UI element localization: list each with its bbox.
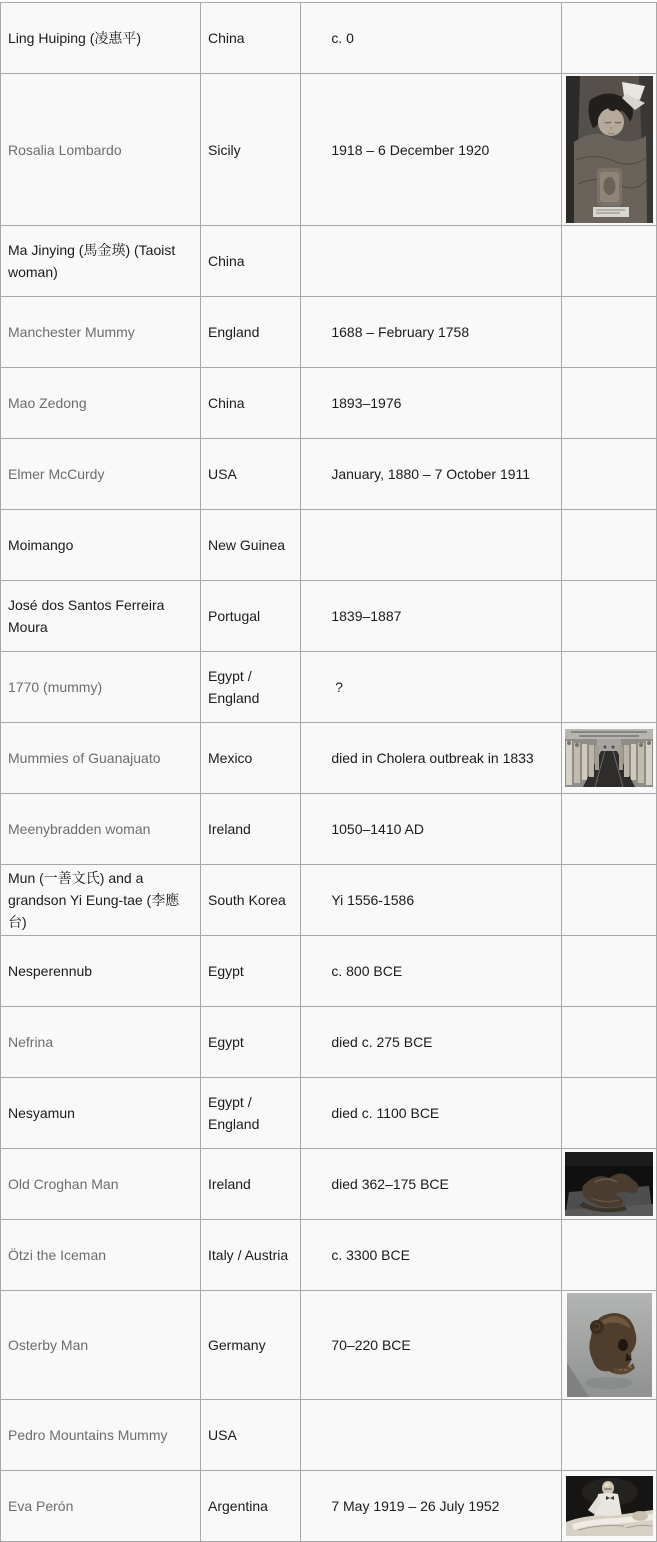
dates-cell (301, 794, 562, 865)
dates-label: died c. 275 BCE (331, 1034, 433, 1050)
table-row (1, 3, 657, 74)
country-label: China (208, 395, 245, 411)
dates-label: died in Cholera outbreak in 1833 (331, 750, 534, 766)
image-cell (562, 439, 657, 510)
table-row (1, 297, 657, 368)
country-cell (201, 74, 301, 226)
table-row (1, 368, 657, 439)
country-cell (201, 865, 301, 936)
name-cell (1, 226, 201, 297)
country-cell (201, 1291, 301, 1400)
country-cell (201, 723, 301, 794)
mummy-name[interactable]: Mao Zedong (8, 395, 87, 411)
dates-label: 7 May 1919 – 26 July 1952 (331, 1498, 500, 1514)
table-row (1, 865, 657, 936)
table-row (1, 936, 657, 1007)
image-cell (562, 1078, 657, 1149)
image-cell (562, 1400, 657, 1471)
table-row (1, 794, 657, 865)
mummy-name[interactable]: Manchester Mummy (8, 324, 135, 340)
mummy-name[interactable]: Ötzi the Iceman (8, 1247, 107, 1263)
image-cell (562, 581, 657, 652)
country-cell (201, 1007, 301, 1078)
mummy-name: Ling Huiping (凌惠平) (8, 30, 142, 46)
mummy-name: Nesperennub (8, 963, 93, 979)
old-croghan-man-thumbnail[interactable] (565, 1152, 653, 1216)
guanajuato-mummies-thumbnail[interactable] (565, 729, 653, 787)
dates-cell (301, 1149, 562, 1220)
dates-cell (301, 652, 562, 723)
rosalia-lombardo-thumbnail[interactable] (566, 76, 653, 223)
dates-label: c. 800 BCE (331, 963, 403, 979)
dates-cell (301, 297, 562, 368)
dates-cell (301, 439, 562, 510)
dates-cell (301, 1400, 562, 1471)
name-cell (1, 510, 201, 581)
table-row (1, 439, 657, 510)
mummy-name[interactable]: 1770 (mummy) (8, 679, 103, 695)
name-cell (1, 1007, 201, 1078)
dates-label: c. 0 (331, 30, 354, 46)
country-cell (201, 439, 301, 510)
table-row (1, 1078, 657, 1149)
dates-label: died c. 1100 BCE (331, 1105, 440, 1121)
mummy-name[interactable]: Rosalia Lombardo (8, 141, 122, 158)
country-cell (201, 581, 301, 652)
dates-cell (301, 74, 562, 226)
mummy-name[interactable]: Pedro Mountains Mummy (8, 1427, 168, 1443)
dates-cell (301, 1220, 562, 1291)
country-label: Sicily (208, 141, 241, 158)
mummy-name: Ma Jinying (馬金瑛) (Taoist woman) (8, 242, 176, 280)
name-cell (1, 1291, 201, 1400)
country-label: Egypt / England (208, 1094, 260, 1132)
dates-label: January, 1880 – 7 October 1911 (331, 466, 531, 482)
name-cell (1, 936, 201, 1007)
name-cell (1, 652, 201, 723)
dates-label: c. 3300 BCE (331, 1247, 410, 1263)
image-cell (562, 794, 657, 865)
country-cell (201, 936, 301, 1007)
country-label: England (208, 324, 260, 340)
table-row (1, 1149, 657, 1220)
name-cell (1, 297, 201, 368)
mummy-name[interactable]: Meenybradden woman (8, 821, 151, 837)
dates-cell (301, 723, 562, 794)
name-cell (1, 74, 201, 226)
table-row (1, 74, 657, 226)
country-label: Egypt / England (208, 668, 260, 706)
dates-label: Yi 1556-1586 (331, 892, 415, 908)
name-cell (1, 1149, 201, 1220)
mummies-table-body (1, 3, 657, 1542)
image-cell (562, 74, 657, 226)
country-label: China (208, 30, 245, 46)
image-cell (562, 652, 657, 723)
name-cell (1, 865, 201, 936)
mummy-name[interactable]: Elmer McCurdy (8, 466, 105, 482)
mummy-name[interactable]: Mummies of Guanajuato (8, 750, 161, 766)
image-cell (562, 368, 657, 439)
image-cell (562, 1471, 657, 1542)
table-row (1, 723, 657, 794)
mummy-name: Mun (一善文氏) and a grandson Yi Eung-tae (李應台) (8, 870, 180, 930)
dates-label: 1050–1410 AD (331, 821, 424, 837)
country-label: China (208, 253, 245, 269)
dates-label: died 362–175 BCE (331, 1176, 449, 1192)
mummy-name: José dos Santos Ferreira Moura (8, 597, 165, 635)
country-label: Argentina (208, 1498, 268, 1514)
dates-cell (301, 1007, 562, 1078)
country-label: Egypt (208, 963, 244, 979)
dates-cell (301, 865, 562, 936)
mummy-name: Moimango (8, 537, 74, 553)
dates-label: 1688 – February 1758 (331, 324, 470, 340)
name-cell (1, 3, 201, 74)
country-cell (201, 510, 301, 581)
name-cell (1, 1220, 201, 1291)
image-cell (562, 1149, 657, 1220)
table-row (1, 652, 657, 723)
mummy-name[interactable]: Eva Perón (8, 1498, 74, 1514)
table-row (1, 1220, 657, 1291)
image-cell (562, 510, 657, 581)
wiki-mummy-list-page (0, 2, 657, 1514)
image-cell (562, 1220, 657, 1291)
country-label: USA (208, 1427, 237, 1443)
country-label: Egypt (208, 1034, 244, 1050)
image-cell (562, 936, 657, 1007)
name-cell (1, 368, 201, 439)
country-cell (201, 3, 301, 74)
country-label: Ireland (208, 821, 251, 837)
dates-label: ? (331, 679, 344, 695)
eva-peron-thumbnail[interactable] (566, 1476, 653, 1536)
image-cell (562, 723, 657, 794)
name-cell (1, 1078, 201, 1149)
country-cell (201, 368, 301, 439)
name-cell (1, 439, 201, 510)
dates-cell (301, 1291, 562, 1400)
dates-cell (301, 1471, 562, 1542)
dates-cell (301, 581, 562, 652)
mummy-name[interactable]: Osterby Man (8, 1337, 89, 1353)
dates-label: 1918 – 6 December 1920 (331, 141, 490, 158)
country-label: Germany (208, 1337, 266, 1353)
image-cell (562, 3, 657, 74)
name-cell (1, 794, 201, 865)
mummies-table (0, 2, 657, 1542)
mummy-name: Nesyamun (8, 1105, 75, 1121)
mummy-name[interactable]: Old Croghan Man (8, 1176, 119, 1192)
dates-cell (301, 510, 562, 581)
country-label: New Guinea (208, 537, 286, 553)
country-label: Ireland (208, 1176, 251, 1192)
table-row (1, 581, 657, 652)
osterby-man-thumbnail[interactable] (567, 1293, 652, 1397)
country-label: Portugal (208, 608, 261, 624)
image-cell (562, 1007, 657, 1078)
country-cell (201, 1220, 301, 1291)
name-cell (1, 581, 201, 652)
image-cell (562, 297, 657, 368)
country-cell (201, 1149, 301, 1220)
dates-cell (301, 936, 562, 1007)
dates-cell (301, 1078, 562, 1149)
name-cell (1, 1471, 201, 1542)
table-row (1, 510, 657, 581)
country-cell (201, 297, 301, 368)
country-cell (201, 1400, 301, 1471)
dates-cell (301, 3, 562, 74)
table-row (1, 1291, 657, 1400)
table-row (1, 1400, 657, 1471)
country-cell (201, 652, 301, 723)
image-cell (562, 1291, 657, 1400)
dates-label: 1839–1887 (331, 608, 402, 624)
dates-label: 70–220 BCE (331, 1337, 411, 1353)
country-label: Mexico (208, 750, 253, 766)
country-label: South Korea (208, 892, 286, 908)
image-cell (562, 226, 657, 297)
country-cell (201, 1471, 301, 1542)
image-cell (562, 865, 657, 936)
name-cell (1, 723, 201, 794)
table-row (1, 1471, 657, 1542)
table-row (1, 226, 657, 297)
dates-cell (301, 368, 562, 439)
dates-label: 1893–1976 (331, 395, 402, 411)
country-cell (201, 794, 301, 865)
country-cell (201, 226, 301, 297)
country-label: Italy / Austria (208, 1247, 289, 1263)
table-row (1, 1007, 657, 1078)
mummy-name[interactable]: Nefrina (8, 1034, 54, 1050)
country-label: USA (208, 466, 237, 482)
name-cell (1, 1400, 201, 1471)
dates-cell (301, 226, 562, 297)
country-cell (201, 1078, 301, 1149)
